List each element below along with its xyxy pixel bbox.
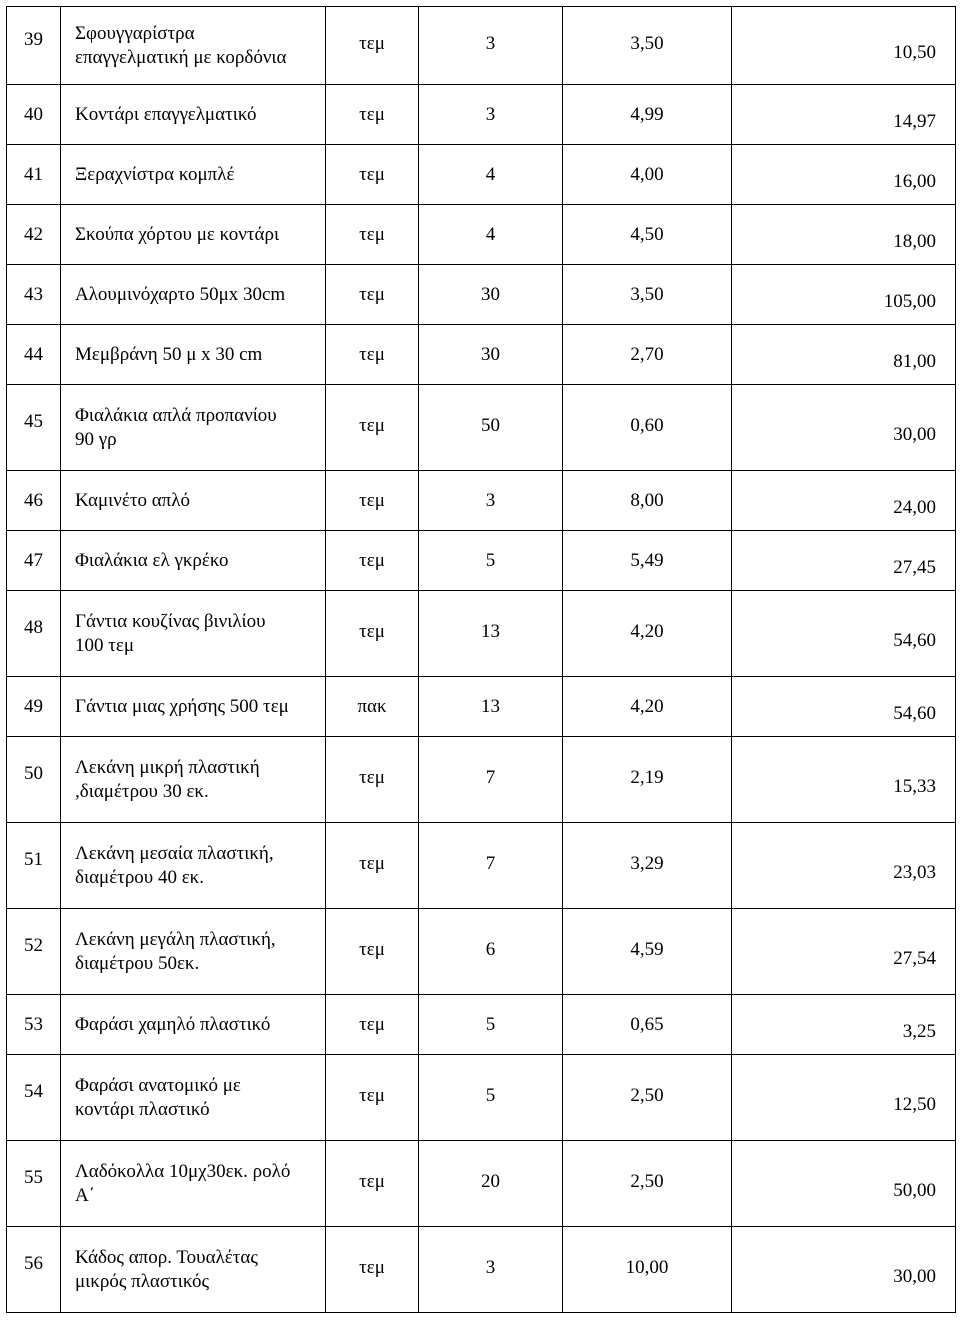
- quantity-text: 5: [485, 1013, 496, 1035]
- quantity-cell: [419, 823, 563, 909]
- total-cell: [732, 677, 956, 737]
- quantity-cell: [419, 471, 563, 531]
- unit-price-text: 4,99: [630, 103, 664, 125]
- total-cell: [732, 909, 956, 995]
- total-text: 16,00: [893, 170, 936, 192]
- item-number-cell: [7, 7, 61, 85]
- unit-price-text: 4,20: [630, 620, 664, 642]
- unit-price-cell: [563, 1055, 732, 1141]
- quantity-cell: [419, 325, 563, 385]
- total-text: 24,00: [893, 496, 936, 518]
- description-cell: [61, 385, 326, 471]
- unit-cell: [326, 471, 419, 531]
- unit-cell: [326, 823, 419, 909]
- quantity-text: 7: [485, 852, 496, 874]
- description-text: Φιαλάκια απλά προπανίου 90 γρ: [75, 404, 277, 450]
- unit-price-text: 0,65: [630, 1013, 664, 1035]
- table-row: [7, 7, 956, 85]
- table-row: [7, 325, 956, 385]
- item-number-text: 43: [24, 283, 43, 305]
- unit-price-cell: [563, 1227, 732, 1313]
- item-number-text: 54: [24, 1080, 43, 1102]
- total-cell: [732, 1055, 956, 1141]
- unit-price-cell: [563, 265, 732, 325]
- table-row: [7, 995, 956, 1055]
- unit-price-cell: [563, 471, 732, 531]
- quantity-text: 7: [485, 766, 496, 788]
- item-number-text: 42: [24, 223, 43, 245]
- total-text: 12,50: [893, 1093, 936, 1115]
- description-text: Ξεραχνίστρα κομπλέ: [75, 163, 235, 185]
- unit-price-cell: [563, 7, 732, 85]
- quantity-text: 5: [485, 1084, 496, 1106]
- quantity-cell: [419, 145, 563, 205]
- unit-text: τεμ: [359, 938, 385, 960]
- item-number-cell: [7, 205, 61, 265]
- unit-price-cell: [563, 325, 732, 385]
- unit-cell: [326, 145, 419, 205]
- table-row: [7, 591, 956, 677]
- unit-text: τεμ: [359, 1256, 385, 1278]
- quantity-cell: [419, 531, 563, 591]
- quantity-text: 30: [481, 343, 500, 365]
- total-cell: [732, 737, 956, 823]
- item-number-cell: [7, 823, 61, 909]
- unit-cell: [326, 909, 419, 995]
- table-row: [7, 1141, 956, 1227]
- unit-cell: [326, 205, 419, 265]
- item-number-text: 46: [24, 489, 43, 511]
- quantity-text: 3: [485, 32, 496, 54]
- item-number-cell: [7, 531, 61, 591]
- item-number-text: 44: [24, 343, 43, 365]
- unit-price-text: 0,60: [630, 414, 664, 436]
- total-text: 50,00: [893, 1179, 936, 1201]
- table-row: [7, 1227, 956, 1313]
- quantity-cell: [419, 909, 563, 995]
- unit-cell: [326, 531, 419, 591]
- unit-price-text: 4,20: [630, 695, 664, 717]
- unit-price-cell: [563, 205, 732, 265]
- unit-price-text: 10,00: [625, 1256, 669, 1278]
- total-cell: [732, 325, 956, 385]
- table-row: [7, 85, 956, 145]
- unit-cell: [326, 265, 419, 325]
- unit-cell: [326, 995, 419, 1055]
- unit-text: τεμ: [359, 343, 385, 365]
- item-number-text: 52: [24, 934, 43, 956]
- item-number-cell: [7, 385, 61, 471]
- quantity-text: 13: [481, 695, 500, 717]
- unit-text: τεμ: [359, 414, 385, 436]
- description-cell: [61, 677, 326, 737]
- item-number-cell: [7, 1055, 61, 1141]
- quantity-cell: [419, 1055, 563, 1141]
- description-cell: [61, 737, 326, 823]
- total-cell: [732, 995, 956, 1055]
- quantity-cell: [419, 1141, 563, 1227]
- table-row: [7, 677, 956, 737]
- total-text: 15,33: [893, 775, 936, 797]
- description-text: Λεκάνη μεγάλη πλαστική, διαμέτρου 50εκ.: [75, 928, 276, 974]
- unit-price-cell: [563, 677, 732, 737]
- item-number-text: 53: [24, 1013, 43, 1035]
- table-row: [7, 471, 956, 531]
- quantity-text: 50: [481, 414, 500, 436]
- quantity-text: 3: [485, 1256, 496, 1278]
- total-cell: [732, 531, 956, 591]
- unit-cell: [326, 677, 419, 737]
- unit-text: τεμ: [359, 163, 385, 185]
- quantity-text: 4: [485, 223, 496, 245]
- unit-price-text: 3,50: [630, 283, 664, 305]
- description-cell: [61, 823, 326, 909]
- unit-price-text: 2,19: [630, 766, 664, 788]
- total-text: 23,03: [893, 861, 936, 883]
- table-row: [7, 1055, 956, 1141]
- item-number-cell: [7, 677, 61, 737]
- item-number-text: 50: [24, 762, 43, 784]
- description-cell: [61, 995, 326, 1055]
- unit-price-text: 4,00: [630, 163, 664, 185]
- unit-cell: [326, 325, 419, 385]
- unit-price-cell: [563, 145, 732, 205]
- table-row: [7, 205, 956, 265]
- item-number-text: 47: [24, 549, 43, 571]
- quantity-text: 4: [485, 163, 496, 185]
- unit-cell: [326, 385, 419, 471]
- quantity-text: 3: [485, 489, 496, 511]
- total-text: 27,45: [893, 556, 936, 578]
- description-text: Καμινέτο απλό: [75, 489, 190, 511]
- item-number-text: 48: [24, 616, 43, 638]
- quantity-cell: [419, 677, 563, 737]
- quantity-cell: [419, 995, 563, 1055]
- description-cell: [61, 325, 326, 385]
- description-text: Κάδος απορ. Τουαλέτας μικρός πλαστικός: [75, 1246, 258, 1292]
- unit-price-cell: [563, 995, 732, 1055]
- unit-cell: [326, 1141, 419, 1227]
- unit-price-cell: [563, 385, 732, 471]
- item-number-text: 39: [24, 28, 43, 50]
- description-text: Λεκάνη μικρή πλαστική ,διαμέτρου 30 εκ.: [75, 756, 260, 802]
- quantity-text: 30: [481, 283, 500, 305]
- unit-price-text: 2,50: [630, 1084, 664, 1106]
- quantity-cell: [419, 265, 563, 325]
- quantity-text: 6: [485, 938, 496, 960]
- items-table-body: [7, 7, 956, 1313]
- item-number-cell: [7, 471, 61, 531]
- description-cell: [61, 591, 326, 677]
- item-number-cell: [7, 325, 61, 385]
- total-cell: [732, 85, 956, 145]
- description-text: Λαδόκολλα 10μχ30εκ. ρολό Α΄: [75, 1160, 291, 1206]
- description-cell: [61, 265, 326, 325]
- unit-price-cell: [563, 591, 732, 677]
- total-cell: [732, 205, 956, 265]
- description-text: Αλουμινόχαρτο 50μx 30cm: [75, 283, 286, 305]
- description-cell: [61, 145, 326, 205]
- item-number-cell: [7, 85, 61, 145]
- item-number-cell: [7, 1141, 61, 1227]
- description-cell: [61, 909, 326, 995]
- unit-text: τεμ: [359, 549, 385, 571]
- description-cell: [61, 471, 326, 531]
- unit-text: τεμ: [359, 1013, 385, 1035]
- unit-cell: [326, 737, 419, 823]
- total-text: 81,00: [893, 350, 936, 372]
- table-row: [7, 909, 956, 995]
- item-number-cell: [7, 265, 61, 325]
- quantity-text: 13: [481, 620, 500, 642]
- item-number-text: 49: [24, 695, 43, 717]
- unit-price-cell: [563, 85, 732, 145]
- total-cell: [732, 1227, 956, 1313]
- unit-price-cell: [563, 737, 732, 823]
- total-text: 54,60: [893, 702, 936, 724]
- total-cell: [732, 385, 956, 471]
- item-number-text: 40: [24, 103, 43, 125]
- total-cell: [732, 471, 956, 531]
- unit-price-cell: [563, 531, 732, 591]
- unit-cell: [326, 1227, 419, 1313]
- quantity-cell: [419, 7, 563, 85]
- quantity-text: 3: [485, 103, 496, 125]
- items-table: [6, 6, 956, 1313]
- total-text: 10,50: [893, 41, 936, 63]
- item-number-text: 45: [24, 410, 43, 432]
- unit-price-cell: [563, 909, 732, 995]
- total-cell: [732, 265, 956, 325]
- table-row: [7, 265, 956, 325]
- total-text: 3,25: [902, 1020, 936, 1042]
- description-text: Κοντάρι επαγγελματικό: [75, 103, 257, 125]
- quantity-cell: [419, 385, 563, 471]
- item-number-cell: [7, 909, 61, 995]
- unit-price-text: 4,50: [630, 223, 664, 245]
- unit-text: πακ: [357, 695, 387, 717]
- description-cell: [61, 85, 326, 145]
- item-number-text: 41: [24, 163, 43, 185]
- total-text: 14,97: [893, 110, 936, 132]
- unit-text: τεμ: [359, 620, 385, 642]
- description-text: Σφουγγαρίστρα επαγγελματική με κορδόνια: [75, 22, 287, 68]
- total-cell: [732, 7, 956, 85]
- unit-text: τεμ: [359, 1084, 385, 1106]
- total-cell: [732, 591, 956, 677]
- description-cell: [61, 205, 326, 265]
- total-text: 30,00: [893, 1265, 936, 1287]
- unit-price-text: 5,49: [630, 549, 664, 571]
- unit-price-cell: [563, 823, 732, 909]
- item-number-cell: [7, 1227, 61, 1313]
- total-cell: [732, 823, 956, 909]
- description-text: Σκούπα χόρτου με κοντάρι: [75, 223, 280, 245]
- description-text: Γάντια κουζίνας βινιλίου 100 τεμ: [75, 610, 266, 656]
- unit-text: τεμ: [359, 852, 385, 874]
- item-number-text: 55: [24, 1166, 43, 1188]
- total-text: 105,00: [883, 290, 936, 312]
- unit-price-text: 4,59: [630, 938, 664, 960]
- item-number-cell: [7, 995, 61, 1055]
- description-text: Μεμβράνη 50 μ x 30 cm: [75, 343, 263, 365]
- quantity-cell: [419, 85, 563, 145]
- description-cell: [61, 1227, 326, 1313]
- table-row: [7, 823, 956, 909]
- item-number-text: 56: [24, 1252, 43, 1274]
- description-text: Γάντια μιας χρήσης 500 τεμ: [75, 695, 289, 717]
- quantity-cell: [419, 591, 563, 677]
- unit-price-text: 3,50: [630, 32, 664, 54]
- total-cell: [732, 145, 956, 205]
- quantity-cell: [419, 205, 563, 265]
- unit-cell: [326, 1055, 419, 1141]
- item-number-cell: [7, 145, 61, 205]
- quantity-text: 20: [481, 1170, 500, 1192]
- total-text: 54,60: [893, 629, 936, 651]
- total-text: 30,00: [893, 423, 936, 445]
- unit-text: τεμ: [359, 32, 385, 54]
- total-cell: [732, 1141, 956, 1227]
- unit-cell: [326, 591, 419, 677]
- description-text: Φαράσι ανατομικό με κοντάρι πλαστικό: [75, 1074, 241, 1120]
- total-text: 18,00: [893, 230, 936, 252]
- item-number-cell: [7, 591, 61, 677]
- unit-cell: [326, 7, 419, 85]
- description-cell: [61, 531, 326, 591]
- unit-price-text: 8,00: [630, 489, 664, 511]
- unit-price-text: 2,50: [630, 1170, 664, 1192]
- quantity-cell: [419, 737, 563, 823]
- description-text: Φαράσι χαμηλό πλαστικό: [75, 1013, 271, 1035]
- unit-text: τεμ: [359, 223, 385, 245]
- total-text: 27,54: [893, 947, 936, 969]
- unit-price-text: 3,29: [630, 852, 664, 874]
- unit-text: τεμ: [359, 1170, 385, 1192]
- table-row: [7, 145, 956, 205]
- table-row: [7, 737, 956, 823]
- table-row: [7, 531, 956, 591]
- table-row: [7, 385, 956, 471]
- unit-price-text: 2,70: [630, 343, 664, 365]
- quantity-cell: [419, 1227, 563, 1313]
- description-text: Λεκάνη μεσαία πλαστική, διαμέτρου 40 εκ.: [75, 842, 274, 888]
- unit-text: τεμ: [359, 766, 385, 788]
- description-text: Φιαλάκια ελ γκρέκο: [75, 549, 229, 571]
- item-number-text: 51: [24, 848, 43, 870]
- quantity-text: 5: [485, 549, 496, 571]
- unit-price-cell: [563, 1141, 732, 1227]
- item-number-cell: [7, 737, 61, 823]
- description-cell: [61, 1141, 326, 1227]
- unit-text: τεμ: [359, 489, 385, 511]
- description-cell: [61, 7, 326, 85]
- description-cell: [61, 1055, 326, 1141]
- unit-text: τεμ: [359, 103, 385, 125]
- unit-cell: [326, 85, 419, 145]
- unit-text: τεμ: [359, 283, 385, 305]
